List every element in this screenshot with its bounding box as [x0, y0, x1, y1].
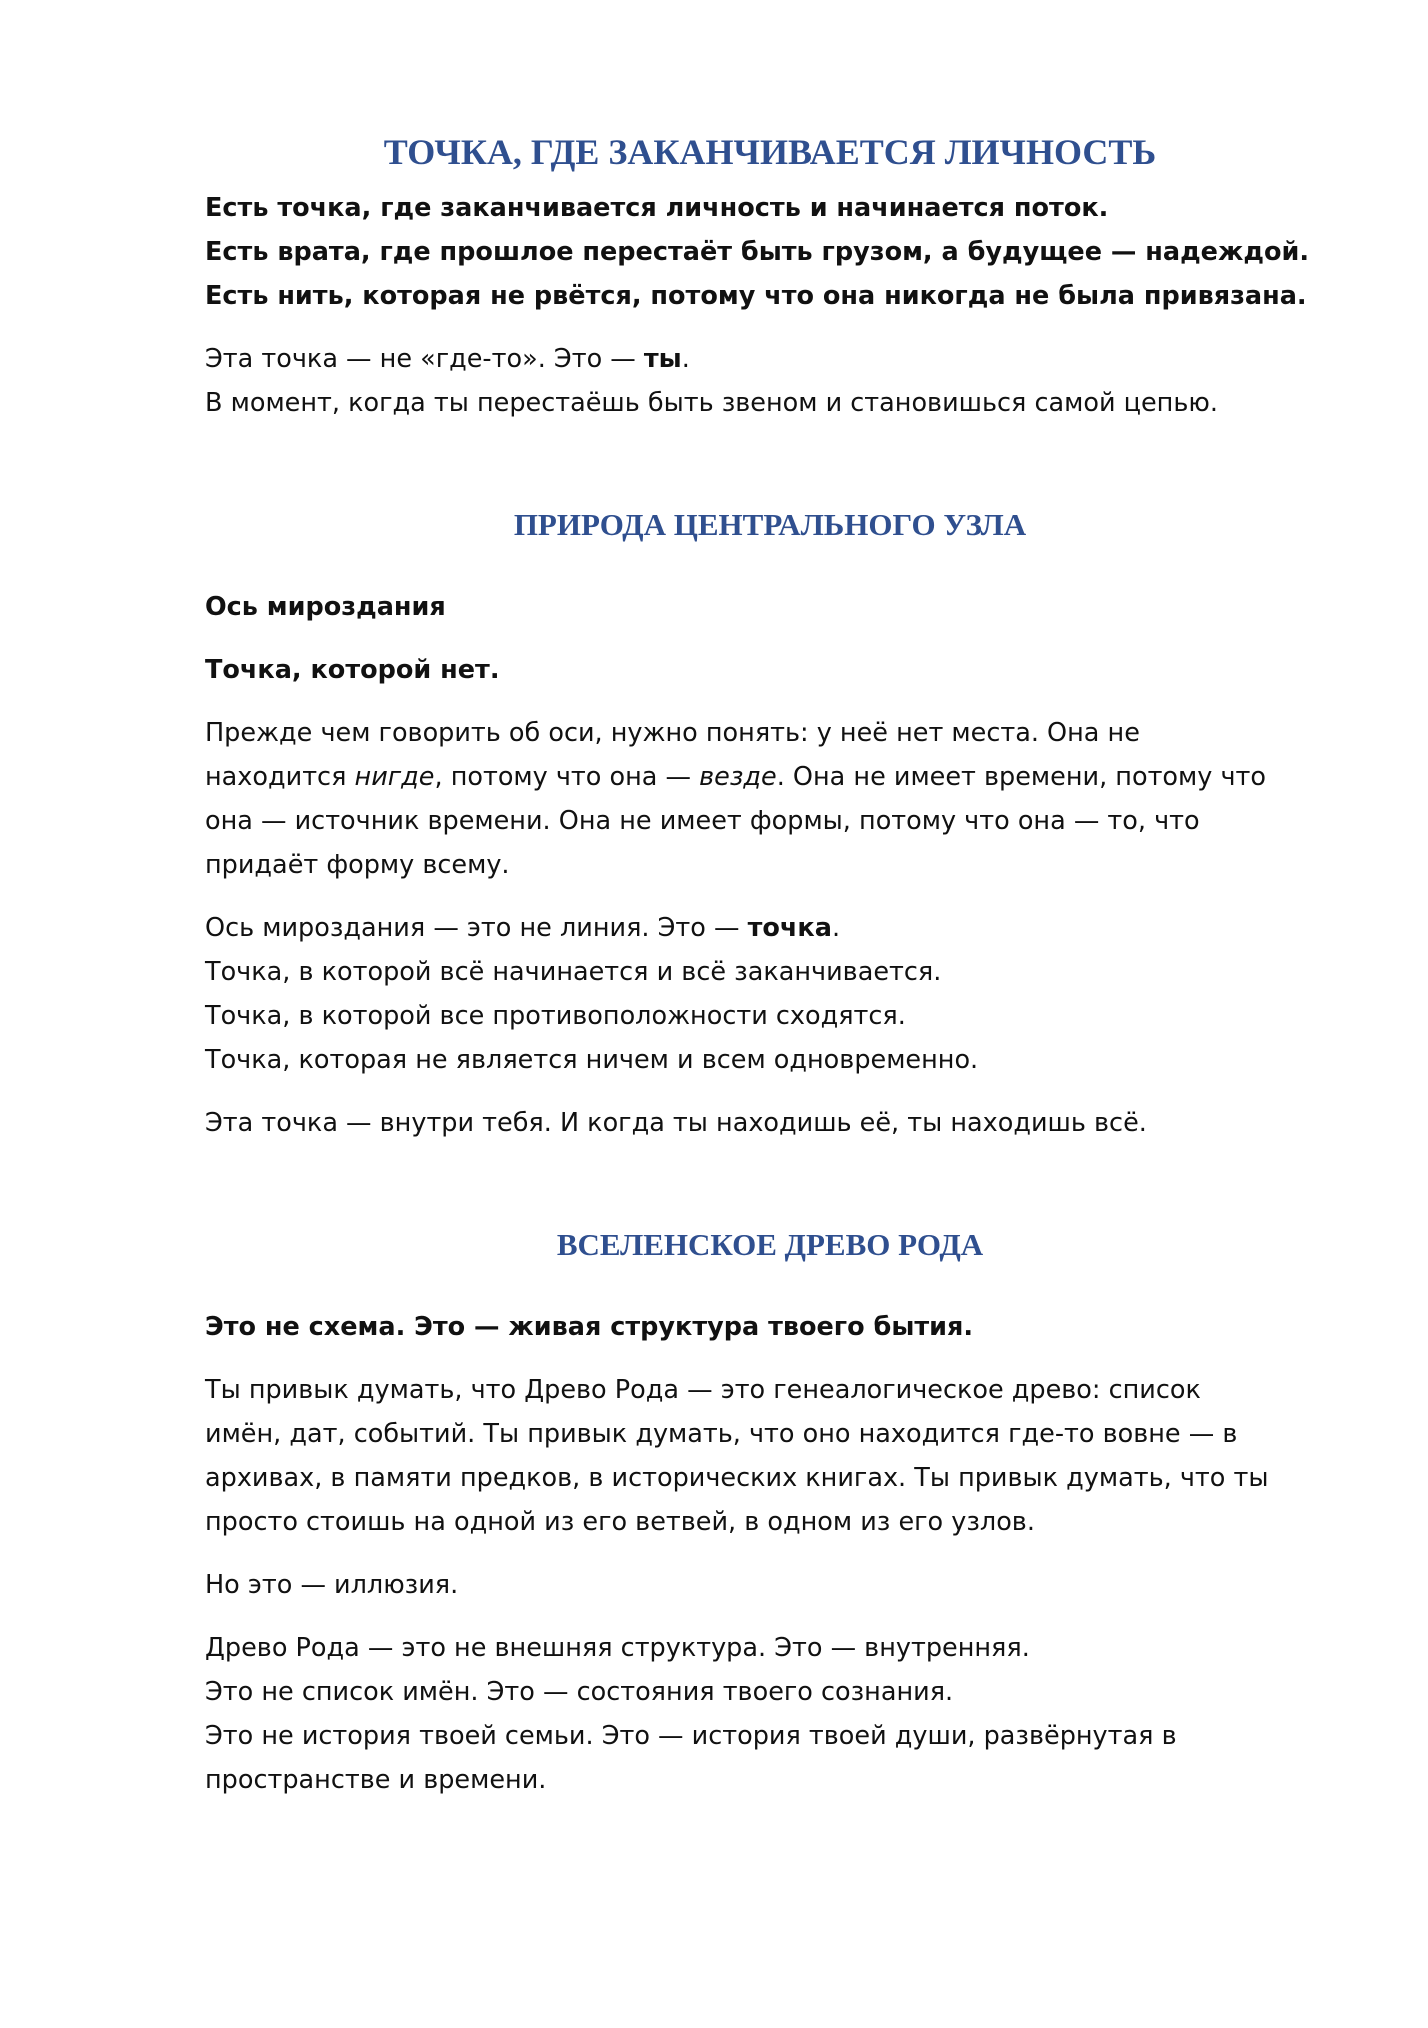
text-line: Это не история твоей семьи. Это — история твоей души, развёрнутая в [205, 1721, 1177, 1751]
paragraph [205, 906, 1335, 1082]
paragraph [205, 1626, 1335, 1802]
section-title: ТОЧКА, ГДЕ ЗАКАНЧИВАЕТСЯ ЛИЧНОСТЬ [383, 132, 1157, 172]
bold-line: Есть точка, где заканчивается личность и начинается поток. [205, 193, 1109, 223]
text-line: Точка, в которой всё начинается и всё заканчивается. [205, 957, 942, 987]
text-line: просто стоишь на одной из его ветвей, в одном из его узлов. [205, 1507, 1035, 1537]
text-line: она — источник времени. Она не имеет формы, потому что она — то, что [205, 806, 1200, 836]
paragraph [205, 337, 1335, 425]
text-run: , потому что она — [434, 762, 700, 792]
text-line: Точка, в которой все противоположности сходятся. [205, 1001, 906, 1031]
text-line: придаёт форму всему. [205, 850, 510, 880]
subheading: Это не схема. Это — живая структура твоего бытия. [205, 1312, 974, 1342]
text-line: имён, дат, событий. Ты привык думать, что оно находится где-то вовне — в [205, 1419, 1238, 1449]
text-line [205, 337, 1335, 381]
text-line: В момент, когда ты перестаёшь быть звеном и становишься самой цепью. [205, 388, 1218, 418]
paragraph: Но это — иллюзия. [205, 1570, 459, 1600]
text-line [205, 906, 1335, 950]
text-line: пространстве и времени. [205, 1765, 547, 1795]
text-line: Точка, которая не является ничем и всем одновременно. [205, 1045, 979, 1075]
text-run: Эта точка — не «где-то». Это — [205, 344, 644, 374]
text-run: находится [205, 762, 355, 792]
text-run: . [681, 344, 690, 374]
text-line: Прежде чем говорить об оси, нужно понять: у неё нет места. Она не [205, 718, 1140, 748]
section-title: ПРИРОДА ЦЕНТРАЛЬНОГО УЗЛА [513, 507, 1027, 542]
paragraph [205, 1368, 1335, 1544]
text-run: Ось мироздания — это не линия. Это — [205, 913, 748, 943]
document-page [205, 130, 1335, 1802]
emphasis-italic: везде [699, 762, 777, 792]
bold-line: Есть нить, которая не рвётся, потому что она никогда не была привязана. [205, 281, 1307, 311]
subheading: Ось мироздания [205, 592, 446, 622]
emphasis-bold: точка [747, 913, 832, 943]
subheading: Точка, которой нет. [205, 655, 500, 685]
paragraph [205, 711, 1335, 887]
bold-line: Есть врата, где прошлое перестаёт быть грузом, а будущее — надеждой. [205, 237, 1310, 267]
text-run: . [831, 913, 841, 943]
emphasis-italic: нигде [354, 762, 435, 792]
text-line [205, 755, 1335, 799]
text-line: Ты привык думать, что Древо Рода — это генеалогическое древо: список [205, 1375, 1201, 1405]
emphasis-bold: ты [643, 344, 682, 374]
paragraph: Эта точка — внутри тебя. И когда ты находишь её, ты находишь всё. [205, 1108, 1147, 1138]
bold-intro-paragraph [205, 186, 1335, 318]
text-run: . Она не имеет времени, потому что [776, 762, 1266, 792]
text-line: архивах, в памяти предков, в исторических книгах. Ты привык думать, что ты [205, 1463, 1269, 1493]
section-title: ВСЕЛЕНСКОЕ ДРЕВО РОДА [556, 1227, 984, 1262]
text-line: Древо Рода — это не внешняя структура. Это — внутренняя. [205, 1633, 1030, 1663]
text-line: Это не список имён. Это — состояния твоего сознания. [205, 1677, 954, 1707]
